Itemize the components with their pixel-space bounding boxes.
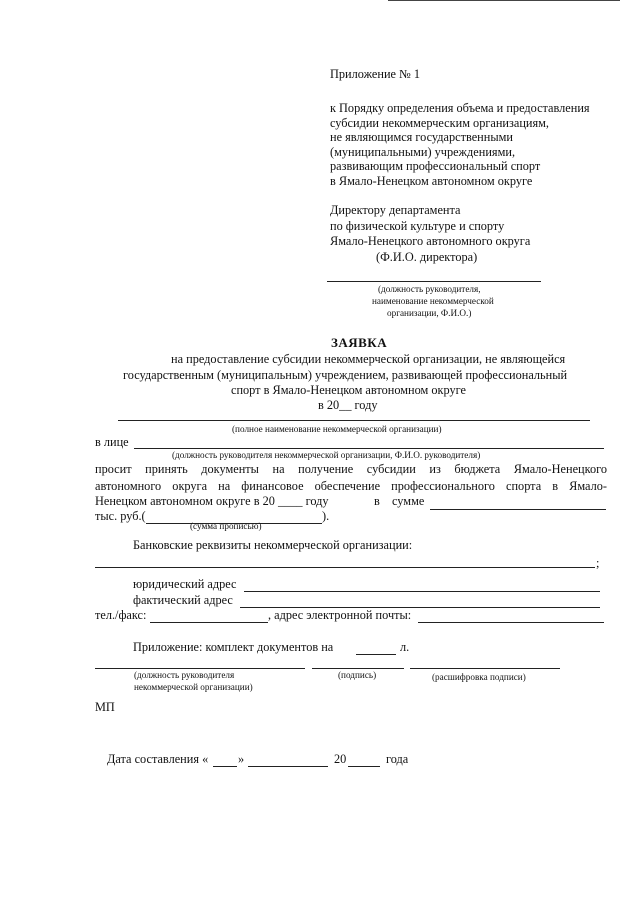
- heading-line-3: спорт в Ямало-Ненецком автономном округе: [231, 383, 466, 397]
- director-name-placeholder: (Ф.И.О. директора): [376, 250, 478, 264]
- addressee-blank-line: [327, 281, 541, 282]
- appendix-line-3: не являющимся государственными: [330, 130, 513, 144]
- heading-line-1: на предоставление субсидии некоммерческой организации, не являющейся: [171, 352, 566, 366]
- sum-words-caption: (сумма прописью): [190, 521, 262, 531]
- addressee-line-2: по физической культуре и спорту: [330, 219, 505, 233]
- bank-details-label: Банковские реквизиты некоммерческой организации:: [133, 538, 413, 552]
- org-name-line: [118, 420, 590, 421]
- signature-position-line: [95, 668, 305, 669]
- legal-address-label: юридический адрес: [133, 577, 237, 591]
- addressee-caption-3: организации, Ф.И.О.): [387, 308, 472, 318]
- signature-caption-decode: (расшифровка подписи): [432, 672, 526, 682]
- paragraph-line-3a: Ненецком автономном округе в 20 ____ году: [95, 494, 329, 508]
- date-month-line: [248, 766, 328, 767]
- head-name-caption: (должность руководителя некоммерческой организации, Ф.И.О. руководителя): [172, 450, 481, 460]
- heading-line-4: в 20__ году: [318, 398, 378, 412]
- document-title: ЗАЯВКА: [331, 335, 388, 350]
- appendix-line-4: (муниципальными) учреждениями,: [330, 145, 516, 159]
- attachment-pages-suffix: л.: [400, 640, 410, 654]
- email-label: , адрес электронной почты:: [268, 608, 412, 622]
- phone-fax-line: [150, 622, 268, 623]
- date-year-line: [348, 766, 380, 767]
- appendix-line-2: субсидии некоммерческим организациям,: [330, 116, 550, 130]
- in-person-label: в лице: [95, 435, 129, 449]
- heading-line-2: государственным (муниципальным) учреждением, развивающей профессиональный: [123, 368, 568, 382]
- paragraph-line-4a: тыс. руб.(: [95, 509, 146, 523]
- signature-decode-line: [410, 668, 560, 669]
- appendix-line-1: к Порядку определения объема и предоставления: [330, 101, 590, 115]
- bank-details-line: [95, 567, 595, 568]
- date-quote-close: »: [238, 752, 245, 766]
- date-label: Дата составления «: [107, 752, 209, 766]
- date-year-prefix: 20: [334, 752, 347, 766]
- addressee-caption-2: наименование некоммерческой: [372, 296, 494, 306]
- legal-address-line: [244, 591, 600, 592]
- addressee-caption-1: (должность руководителя,: [378, 284, 481, 294]
- sum-digits-line: [430, 509, 606, 510]
- attachment-label: Приложение: комплект документов на: [133, 640, 334, 654]
- paragraph-line-4b: ).: [322, 509, 330, 523]
- addressee-line-1: Директору департамента: [330, 203, 461, 217]
- paragraph-line-3c: сумме: [392, 494, 425, 508]
- actual-address-label: фактический адрес: [133, 593, 233, 607]
- paragraph-line-2: автономного округа на финансовое обеспечение профессионального спорта в Ямало-: [95, 479, 607, 493]
- addressee-line-3: Ямало-Ненецкого автономного округа: [330, 234, 531, 248]
- attachment-pages-line: [356, 654, 396, 655]
- appendix-line-6: в Ямало-Ненецком автономном округе: [330, 174, 533, 188]
- org-name-caption: (полное наименование некоммерческой организации): [232, 424, 442, 434]
- stamp-place: МП: [95, 700, 115, 714]
- signature-caption-2: некоммерческой организации): [134, 682, 253, 692]
- email-line: [418, 622, 604, 623]
- bank-details-end: ;: [596, 556, 600, 570]
- date-day-line: [213, 766, 237, 767]
- appendix-number: Приложение № 1: [330, 67, 421, 81]
- signature-line: [312, 668, 404, 669]
- top-edge-line: [388, 0, 620, 1]
- appendix-line-5: развивающим профессиональный спорт: [330, 159, 541, 173]
- paragraph-line-1: просит принять документы на получение субсидии из бюджета Ямало-Ненецкого: [95, 462, 607, 476]
- signature-caption-1: (должность руководителя: [134, 670, 235, 680]
- head-name-line: [134, 448, 604, 449]
- date-year-suffix: года: [386, 752, 409, 766]
- paragraph-line-3b: в: [374, 494, 380, 508]
- signature-caption-sign: (подпись): [338, 670, 377, 680]
- phone-fax-label: тел./факс:: [95, 608, 147, 622]
